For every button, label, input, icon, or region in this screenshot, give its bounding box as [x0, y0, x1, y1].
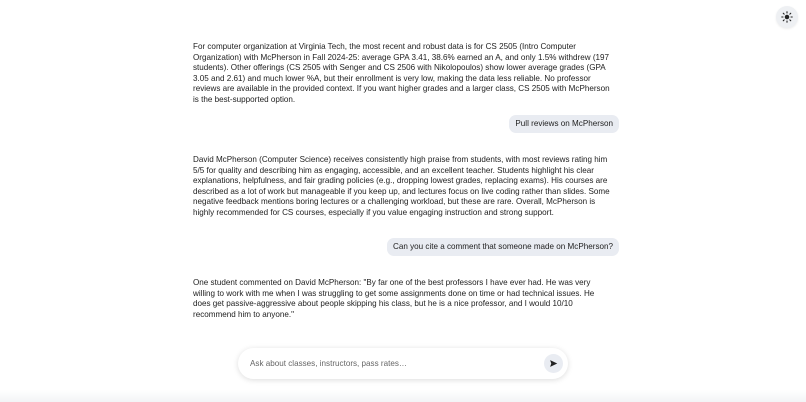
message-composer — [238, 348, 568, 379]
assistant-message: David McPherson (Computer Science) receives consistently high praise from students, with most reviews rating him 5/5 for quality and describing him as engaging, accessible, and an excellent teacher. Students highlight his clear explanations, helpfulness, and fair grading policies (e.g., dropping lowest grades, replacing exams). His courses are described as a lot of work but manageable if you keep up, and lectures focus on live coding rather than slides. Some negative feedback mentions boring lectures or a challenging workload, but these are rare. Overall, McPherson is highly recommended for CS courses, especially if you value engaging instruction and strong support. — [193, 155, 610, 217]
user-message: Pull reviews on McPherson — [509, 115, 619, 133]
send-button[interactable] — [544, 354, 563, 373]
assistant-message: One student commented on David McPherson: "By far one of the best professors I have ever had. He was very willing to work with me when I was struggling to get some assignments done on time or had technical issues. He does get passive-aggressive about people skipping his class, but he is a nice professor, and I would 10/10 recommend him to anyone." — [193, 278, 595, 319]
message-input[interactable] — [250, 359, 544, 368]
sun-icon — [781, 11, 793, 23]
user-message: Can you cite a comment that someone made on McPherson? — [387, 238, 619, 256]
send-icon — [549, 359, 558, 368]
assistant-message: For computer organization at Virginia Tech, the most recent and robust data is for CS 2505 (Intro Computer Organization) with McPherson in Fall 2024-25: average GPA 3.41, 38.6% earned an A, and only 1.5% withdrew (197 students). Other offerings (CS 2505 with Senger and CS 2506 with Nikolopoulos) show lower average grades (GPA 3.05 and 2.61) and much lower %A, but their enrollment is very low, making the data less reliable. No professor reviews are available in the provided context. If you want higher grades and a larger class, CS 2505 with McPherson is the best-supported option. — [193, 42, 610, 104]
theme-toggle-button[interactable] — [776, 6, 798, 28]
